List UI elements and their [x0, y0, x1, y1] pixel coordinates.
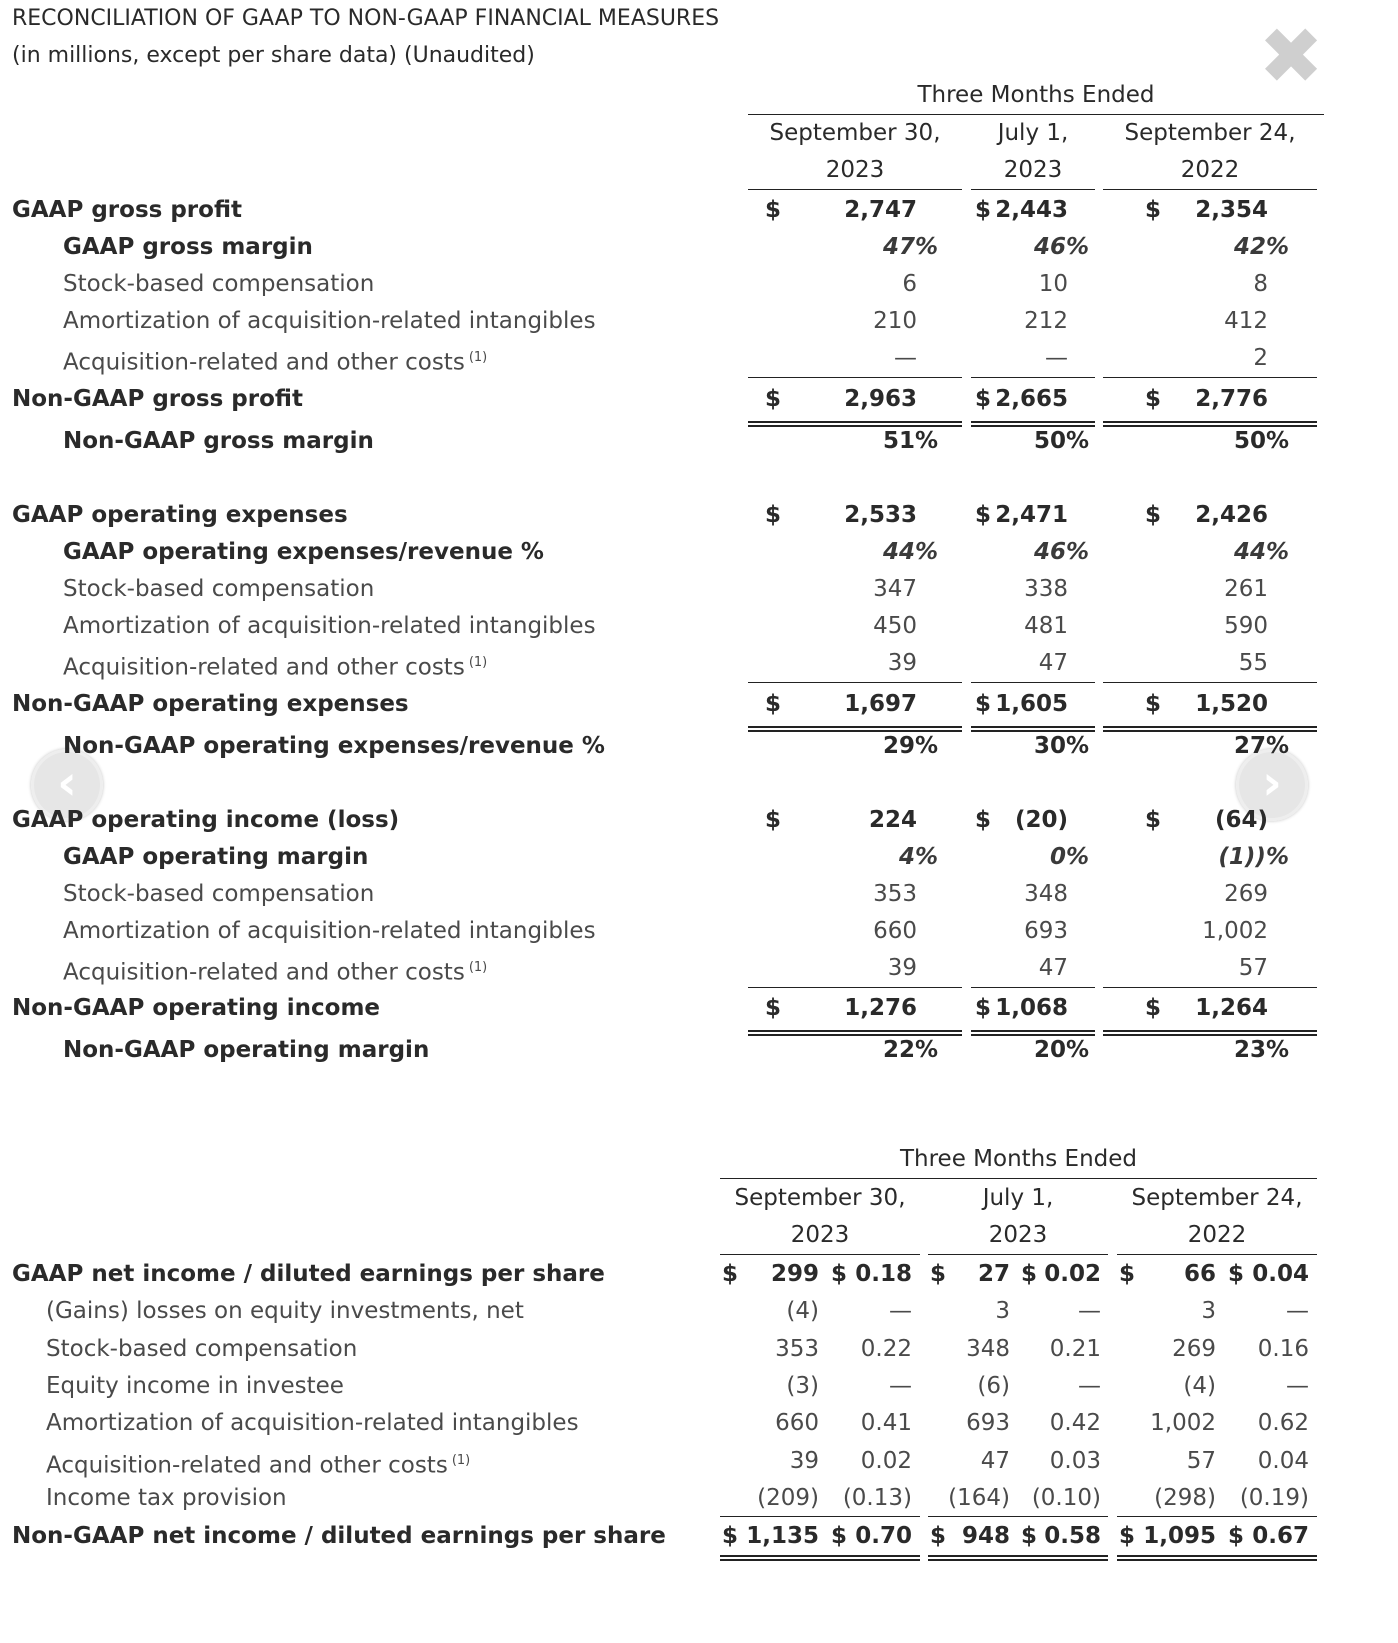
dollar-sign: $	[831, 1523, 848, 1549]
t2-cell: (6)	[977, 1373, 1010, 1399]
row-label-text: Non-GAAP net income / diluted earnings per share	[12, 1523, 666, 1549]
t1-cell: 2,471	[995, 502, 1068, 528]
t2-cell: 3	[1201, 1298, 1216, 1324]
t1-cell: 348	[1024, 881, 1068, 907]
subtotal-rule	[971, 682, 1095, 683]
subtotal-rule	[1103, 377, 1317, 378]
row-label-text: GAAP operating income (loss)	[12, 807, 400, 833]
total-double-rule	[748, 1030, 962, 1036]
t1-period-rule	[1103, 189, 1317, 190]
dollar-sign: $	[975, 386, 992, 412]
dollar-sign: $	[1021, 1261, 1038, 1287]
t2-cell: 27	[977, 1261, 1010, 1287]
dollar-sign: $	[765, 197, 782, 223]
t2-period-line1: September 30,	[734, 1185, 906, 1211]
subtotal-rule	[748, 377, 962, 378]
dollar-sign: $	[765, 386, 782, 412]
t1-cell: 338	[1024, 576, 1068, 602]
row-label-text: Amortization of acquisition-related intangibles	[63, 308, 596, 334]
t1-header-rule	[748, 114, 1324, 115]
t2-row-label	[12, 1259, 605, 1289]
t1-cell: 47%	[882, 234, 938, 260]
t1-cell: 55	[1238, 650, 1268, 676]
t2-row-label	[12, 1521, 666, 1551]
t1-cell: 353	[873, 881, 917, 907]
total-double-rule	[1103, 1030, 1317, 1036]
dollar-sign: $	[1145, 995, 1162, 1021]
dollar-sign: $	[1145, 386, 1162, 412]
t1-row-label	[63, 953, 487, 988]
t2-cell: 0.16	[1257, 1336, 1309, 1362]
t1-cell: 44%	[1233, 539, 1289, 565]
row-label-text: GAAP gross profit	[12, 197, 242, 223]
footnote-marker: (1)	[468, 350, 488, 365]
subtotal-rule	[928, 1516, 1108, 1517]
row-label-text: GAAP operating expenses	[12, 502, 348, 528]
t2-cell: 0.58	[1044, 1523, 1101, 1549]
t2-cell: 1,135	[746, 1523, 819, 1549]
t2-cell: 0.70	[855, 1523, 912, 1549]
t1-cell: (64)	[1214, 807, 1268, 833]
t2-cell: (209)	[757, 1485, 819, 1511]
t1-cell: 1,264	[1195, 995, 1268, 1021]
t2-cell: 0.04	[1252, 1261, 1309, 1287]
row-label-text: Non-GAAP operating expenses/revenue %	[63, 733, 605, 759]
dollar-sign: $	[722, 1523, 739, 1549]
dollar-sign: $	[1145, 197, 1162, 223]
t1-cell: 29%	[882, 733, 938, 759]
t1-row-label	[12, 689, 409, 719]
t1-cell: 51%	[882, 428, 938, 454]
subtotal-rule	[1103, 987, 1317, 988]
t2-cell: 660	[775, 1410, 819, 1436]
t1-row-label	[63, 879, 374, 909]
t2-cell: (0.13)	[842, 1485, 912, 1511]
row-label-text: Stock-based compensation	[46, 1336, 358, 1362]
t1-cell: 50%	[1033, 428, 1089, 454]
total-double-rule	[748, 726, 962, 732]
t1-row-label	[63, 916, 596, 946]
title-line-2: (in millions, except per share data) (Unaudited)	[12, 43, 535, 68]
t2-cell: 0.02	[1044, 1261, 1101, 1287]
t1-row-label	[12, 195, 242, 225]
t2-period-line2: 2023	[988, 1222, 1048, 1248]
dollar-sign: $	[975, 995, 992, 1021]
t1-row-label	[63, 269, 374, 299]
subtotal-rule	[1103, 682, 1317, 683]
subtotal-rule	[971, 377, 1095, 378]
total-double-rule	[971, 421, 1095, 427]
t1-cell: 450	[873, 613, 917, 639]
t1-cell: 481	[1024, 613, 1068, 639]
total-double-rule	[1103, 421, 1317, 427]
dollar-sign: $	[975, 807, 992, 833]
row-label-text: Stock-based compensation	[63, 881, 375, 907]
t2-row-label	[46, 1371, 344, 1401]
t2-cell: —	[1286, 1298, 1309, 1324]
row-label-text: GAAP net income / diluted earnings per share	[12, 1261, 605, 1287]
t2-header: Three Months Ended	[899, 1146, 1138, 1172]
dollar-sign: $	[1228, 1261, 1245, 1287]
t2-cell: 348	[966, 1336, 1010, 1362]
row-label-text: Acquisition-related and other costs	[63, 654, 465, 681]
t1-period-line1: July 1,	[997, 120, 1069, 146]
t2-cell: 66	[1183, 1261, 1216, 1287]
t1-cell: 27%	[1233, 733, 1289, 759]
row-label-text: Non-GAAP operating income	[12, 995, 381, 1021]
t2-cell: (0.10)	[1031, 1485, 1101, 1511]
t1-cell: 693	[1024, 918, 1068, 944]
row-label-text: Non-GAAP operating margin	[63, 1037, 430, 1063]
t1-cell: 50%	[1233, 428, 1289, 454]
row-label-text: GAAP gross margin	[63, 234, 313, 260]
t1-cell: 8	[1253, 271, 1268, 297]
t1-cell: 30%	[1033, 733, 1089, 759]
t1-row-label	[12, 805, 399, 835]
t2-cell: 299	[770, 1261, 819, 1287]
footnote-marker: (1)	[468, 655, 488, 670]
dollar-sign: $	[1021, 1523, 1038, 1549]
dollar-sign: $	[975, 197, 992, 223]
t1-cell: 210	[873, 308, 917, 334]
t1-row-label	[63, 842, 368, 872]
t2-cell: 0.03	[1049, 1448, 1101, 1474]
t1-period-rule	[971, 189, 1095, 190]
t1-period-line1: September 30,	[769, 120, 941, 146]
t1-row-label	[12, 993, 380, 1023]
t1-cell: 0%	[1049, 844, 1089, 870]
t1-cell: 22%	[882, 1037, 938, 1063]
t1-cell: 261	[1224, 576, 1268, 602]
dollar-sign: $	[975, 691, 992, 717]
t2-period-line1: July 1,	[982, 1185, 1054, 1211]
t1-row-label	[63, 232, 313, 262]
t2-cell: 0.02	[860, 1448, 912, 1474]
dollar-sign: $	[765, 691, 782, 717]
footnote-marker: (1)	[451, 1453, 471, 1468]
t1-cell: 2,533	[844, 502, 917, 528]
t2-cell: 57	[1186, 1448, 1216, 1474]
dollar-sign: $	[1145, 502, 1162, 528]
t1-cell: 39	[887, 955, 917, 981]
t1-header: Three Months Ended	[917, 82, 1155, 108]
t2-cell: —	[889, 1373, 912, 1399]
subtotal-rule	[1117, 1516, 1317, 1517]
t1-cell: 2,443	[995, 197, 1068, 223]
t1-row-label	[63, 426, 374, 456]
t1-cell: (20)	[1014, 807, 1068, 833]
row-label-text: Equity income in investee	[46, 1373, 344, 1399]
t2-period-rule	[1117, 1254, 1317, 1255]
t1-cell: 2	[1253, 345, 1268, 371]
t1-row-label	[63, 537, 544, 567]
t2-cell: 0.67	[1252, 1523, 1309, 1549]
t1-cell: 1,276	[844, 995, 917, 1021]
t1-cell: 39	[887, 650, 917, 676]
t2-cell: 353	[775, 1336, 819, 1362]
t1-cell: 1,068	[995, 995, 1068, 1021]
t2-cell: (0.19)	[1239, 1485, 1309, 1511]
t1-cell: 2,426	[1195, 502, 1268, 528]
total-double-rule	[928, 1555, 1108, 1561]
t2-cell: 1,002	[1150, 1410, 1216, 1436]
t2-cell: 0.41	[860, 1410, 912, 1436]
t2-cell: 269	[1172, 1336, 1216, 1362]
t2-period-line2: 2023	[790, 1222, 850, 1248]
t2-cell: —	[1078, 1373, 1101, 1399]
t1-cell: 2,747	[844, 197, 917, 223]
t1-row-label	[63, 731, 605, 761]
t1-cell: 2,665	[995, 386, 1068, 412]
dollar-sign: $	[930, 1523, 947, 1549]
t1-period-rule	[748, 189, 962, 190]
t2-cell: 693	[966, 1410, 1010, 1436]
t1-cell: 1,605	[995, 691, 1068, 717]
t1-row-label	[63, 611, 596, 641]
t1-cell: 47	[1038, 650, 1068, 676]
t2-cell: 47	[980, 1448, 1010, 1474]
t2-period-rule	[720, 1254, 920, 1255]
t1-cell: 660	[873, 918, 917, 944]
title-line-1: RECONCILIATION OF GAAP TO NON-GAAP FINANCIAL MEASURES	[12, 6, 720, 31]
t2-cell: —	[1286, 1373, 1309, 1399]
t2-header-rule	[720, 1178, 1317, 1179]
t1-cell: 57	[1238, 955, 1268, 981]
t2-cell: 0.21	[1049, 1336, 1101, 1362]
t1-cell: 47	[1038, 955, 1068, 981]
t1-cell: 4%	[898, 844, 938, 870]
row-label-text: Non-GAAP gross profit	[12, 386, 303, 412]
row-label-text: Non-GAAP operating expenses	[12, 691, 409, 717]
t1-row-label	[63, 1035, 429, 1065]
t2-period-rule	[928, 1254, 1108, 1255]
t2-cell: (3)	[786, 1373, 819, 1399]
t1-cell: 412	[1224, 308, 1268, 334]
t2-cell: —	[1078, 1298, 1101, 1324]
t1-row-label	[63, 648, 487, 683]
prev-arrow-icon[interactable]: ‹	[31, 749, 103, 821]
dollar-sign: $	[765, 807, 782, 833]
t2-period-line2: 2022	[1187, 1222, 1247, 1248]
total-double-rule	[720, 1555, 920, 1561]
t2-row-label	[46, 1296, 524, 1326]
t1-period-line1: September 24,	[1124, 120, 1296, 146]
dollar-sign: $	[1119, 1261, 1136, 1287]
t1-cell: 212	[1024, 308, 1068, 334]
t2-row-label	[46, 1408, 579, 1438]
t1-cell: 10	[1038, 271, 1068, 297]
t2-cell: 3	[995, 1298, 1010, 1324]
t1-cell: 46%	[1033, 234, 1089, 260]
t2-row-label	[46, 1334, 357, 1364]
subtotal-rule	[971, 987, 1095, 988]
t1-cell: 46%	[1033, 539, 1089, 565]
t2-cell: (298)	[1154, 1485, 1216, 1511]
subtotal-rule	[748, 682, 962, 683]
dollar-sign: $	[1119, 1523, 1136, 1549]
t2-cell: 948	[961, 1523, 1010, 1549]
t1-row-label	[63, 306, 596, 336]
total-double-rule	[971, 726, 1095, 732]
next-arrow-icon[interactable]: ›	[1236, 749, 1308, 821]
t1-row-label	[63, 574, 374, 604]
t1-cell: 2,963	[844, 386, 917, 412]
t1-cell: 1,520	[1195, 691, 1268, 717]
t2-cell: 0.22	[860, 1336, 912, 1362]
t1-period-line2: 2023	[825, 157, 885, 183]
subtotal-rule	[748, 987, 962, 988]
row-label-text: Non-GAAP gross margin	[63, 428, 374, 454]
t1-cell: 6	[902, 271, 917, 297]
t1-cell: —	[1045, 345, 1068, 371]
t2-cell: 0.62	[1257, 1410, 1309, 1436]
t1-row-label	[12, 500, 348, 530]
row-label-text: Amortization of acquisition-related intangibles	[63, 613, 596, 639]
row-label-text: (Gains) losses on equity investments, net	[46, 1298, 524, 1324]
t1-cell: 44%	[882, 539, 938, 565]
row-label-text: Stock-based compensation	[63, 576, 375, 602]
t2-period-line1: September 24,	[1131, 1185, 1303, 1211]
t1-row-label	[12, 384, 303, 414]
t2-cell: (4)	[1183, 1373, 1216, 1399]
t2-cell: 0.18	[855, 1261, 912, 1287]
row-label-text: Income tax provision	[46, 1485, 287, 1511]
total-double-rule	[1103, 726, 1317, 732]
dollar-sign: $	[722, 1261, 739, 1287]
t1-period-line2: 2022	[1180, 157, 1240, 183]
dollar-sign: $	[1145, 807, 1162, 833]
t1-row-label	[63, 343, 487, 378]
dollar-sign: $	[1145, 691, 1162, 717]
t2-cell: 0.42	[1049, 1410, 1101, 1436]
t2-cell: 39	[789, 1448, 819, 1474]
t2-cell: (164)	[948, 1485, 1010, 1511]
t1-cell: 2,776	[1195, 386, 1268, 412]
row-label-text: Amortization of acquisition-related intangibles	[63, 918, 596, 944]
t1-cell: 23%	[1233, 1037, 1289, 1063]
dollar-sign: $	[1228, 1523, 1245, 1549]
row-label-text: Acquisition-related and other costs	[63, 959, 465, 986]
t1-cell: 20%	[1033, 1037, 1089, 1063]
row-label-text: Stock-based compensation	[63, 271, 375, 297]
row-label-text: GAAP operating expenses/revenue %	[63, 539, 544, 565]
dollar-sign: $	[765, 502, 782, 528]
t1-cell: 269	[1224, 881, 1268, 907]
t1-cell: 1,002	[1202, 918, 1268, 944]
t1-cell: (1))%	[1218, 844, 1289, 870]
t1-cell: 42%	[1233, 234, 1289, 260]
footnote-marker: (1)	[468, 960, 488, 975]
row-label-text: Acquisition-related and other costs	[46, 1452, 448, 1479]
t1-period-line2: 2023	[1003, 157, 1063, 183]
dollar-sign: $	[831, 1261, 848, 1287]
dollar-sign: $	[765, 995, 782, 1021]
t1-cell: 1,697	[844, 691, 917, 717]
row-label-text: GAAP operating margin	[63, 844, 369, 870]
row-label-text: Amortization of acquisition-related intangibles	[46, 1410, 579, 1436]
t1-cell: —	[894, 345, 917, 371]
total-double-rule	[748, 421, 962, 427]
t2-cell: 0.04	[1257, 1448, 1309, 1474]
close-icon[interactable]: ✖	[1258, 12, 1324, 102]
total-double-rule	[1117, 1555, 1317, 1561]
t1-cell: 347	[873, 576, 917, 602]
subtotal-rule	[720, 1516, 920, 1517]
t2-row-label	[46, 1483, 287, 1513]
t1-cell: 2,354	[1195, 197, 1268, 223]
t2-cell: —	[889, 1298, 912, 1324]
dollar-sign: $	[930, 1261, 947, 1287]
dollar-sign: $	[975, 502, 992, 528]
t2-cell: (4)	[786, 1298, 819, 1324]
t2-cell: 1,095	[1143, 1523, 1216, 1549]
t1-cell: 224	[868, 807, 917, 833]
total-double-rule	[971, 1030, 1095, 1036]
t1-cell: 590	[1224, 613, 1268, 639]
t2-row-label	[46, 1446, 470, 1481]
row-label-text: Acquisition-related and other costs	[63, 349, 465, 376]
